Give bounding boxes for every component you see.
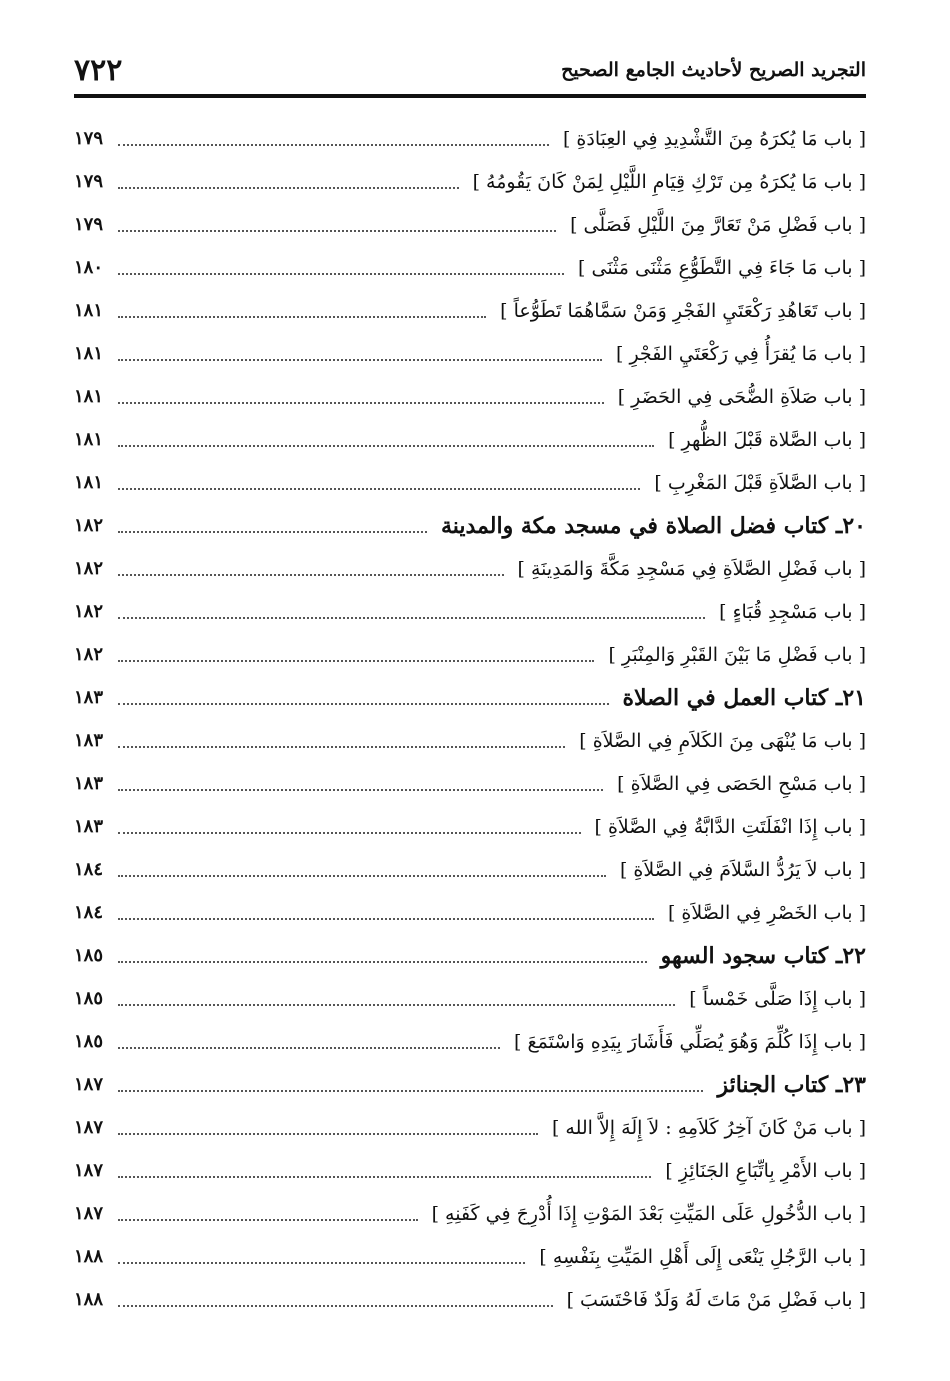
table-of-contents [74,117,866,1321]
entry-page-number: ١٧٩ [74,171,104,192]
entry-title: [ باب مَسْحِ الحَصَى فِي الصَّلاَةِ ] [617,772,866,795]
header-rule [74,94,866,98]
dot-leader [118,1004,675,1006]
dot-leader [118,789,603,791]
toc-chapter-heading [74,504,866,547]
toc-entry [74,332,866,375]
entry-title: [ باب صَلاَةِ الضُّحَى فِي الحَضَرِ ] [617,385,866,408]
entry-title: [ باب مَا يُنْهَى مِنَ الكَلاَمِ فِي الصَّلاَةِ ] [579,729,866,752]
dot-leader [118,359,602,361]
dot-leader [118,230,556,232]
dot-leader [118,961,647,963]
toc-entry [74,117,866,160]
entry-title: [ باب فَضْلِ مَا بَيْنَ القَبْرِ وَالمِنْبَرِ ] [608,643,866,666]
entry-page-number: ١٧٩ [74,214,104,235]
entry-page-number: ١٨٣ [74,730,104,751]
toc-entry [74,719,866,762]
dot-leader [118,832,581,834]
entry-title: [ باب مَا يُكرَهُ مِنَ التَّشْدِيدِ فِي العِبَادَةِ ] [562,127,866,150]
toc-entry [74,375,866,418]
entry-page-number: ١٨٠ [74,257,104,278]
entry-title: [ باب فَضْلِ الصَّلاَةِ فِي مَسْجِدِ مَكَّةَ وَالمَدِينَةِ ] [517,557,866,580]
dot-leader [118,531,427,533]
dot-leader [118,875,606,877]
dot-leader [118,1305,553,1307]
dot-leader [118,703,609,705]
entry-title: ٢٠ـ كتاب فضل الصلاة في مسجد مكة والمدينة [440,512,866,539]
entry-page-number: ١٨١ [74,343,104,364]
toc-entry [74,891,866,934]
entry-title: [ باب لاَ يَرُدُّ السَّلاَمَ فِي الصَّلاَةِ ] [619,858,866,881]
toc-entry [74,160,866,203]
dot-leader [118,660,594,662]
entry-page-number: ١٨١ [74,386,104,407]
entry-title: [ باب إِذَا كُلِّمَ وَهُوَ يُصَلِّي فَأَشَارَ بِيَدِهِ وَاسْتَمَعَ ] [514,1030,866,1053]
entry-title: [ باب مَا يُكرَهُ مِن تَرْكِ قِيَامِ اللَّيْلِ لِمَنْ كَانَ يَقُومُهُ ] [472,170,866,193]
toc-entry [74,1278,866,1321]
entry-page-number: ١٨٢ [74,601,104,622]
entry-title: [ باب مَسْجِدِ قُبَاءٍ ] [719,600,866,623]
entry-page-number: ١٨٧ [74,1074,104,1095]
entry-page-number: ١٨٨ [74,1246,104,1267]
entry-title: [ باب الخَصْرِ فِي الصَّلاَةِ ] [667,901,866,924]
toc-entry [74,1235,866,1278]
entry-page-number: ١٨٧ [74,1203,104,1224]
entry-page-number: ١٨٥ [74,945,104,966]
entry-title: [ باب تَعَاهُدِ رَكْعَتَيِ الفَجْرِ وَمَنْ سَمَّاهُمَا تَطَوُّعاً ] [500,299,866,322]
entry-page-number: ١٨٥ [74,988,104,1009]
toc-entry [74,246,866,289]
entry-page-number: ١٨٨ [74,1289,104,1310]
entry-page-number: ١٨٢ [74,515,104,536]
toc-entry [74,633,866,676]
toc-entry [74,1020,866,1063]
toc-entry [74,1149,866,1192]
entry-page-number: ١٧٩ [74,128,104,149]
toc-entry [74,762,866,805]
entry-title: [ باب الصَّلاَةِ قَبْلَ المَغْرِبِ ] [654,471,866,494]
entry-title: ٢٢ـ كتاب سجود السهو [660,942,866,969]
entry-title: [ باب الرَّجُلِ يَنْعَى إِلَى أَهْلِ المَيِّتِ بِنَفْسِهِ ] [539,1245,866,1268]
dot-leader [118,746,565,748]
toc-entry [74,1106,866,1149]
dot-leader [118,1047,500,1049]
dot-leader [118,1090,703,1092]
entry-title: [ باب مَا جَاءَ فِي التَّطَوُّعِ مَثْنَى مَثْنَى ] [578,256,866,279]
toc-chapter-heading [74,676,866,719]
toc-entry [74,289,866,332]
entry-title: [ باب إِذَا انْفَلَتَتِ الدَّابَّةُ فِي الصَّلاَةِ ] [594,815,866,838]
entry-title: [ باب الدُّخُولِ عَلَى المَيِّتِ بَعْدَ المَوْتِ إِذَا أُدْرِجَ فِي كَفَنِهِ ] [431,1202,866,1225]
entry-title: [ باب الأَمْرِ بِاتِّبَاعِ الجَنَائِزِ ] [665,1159,866,1182]
entry-page-number: ١٨٧ [74,1160,104,1181]
dot-leader [118,918,654,920]
dot-leader [118,144,549,146]
page-number: ٧٢٢ [74,52,123,88]
entry-title: ٢٣ـ كتاب الجنائز [717,1071,866,1098]
entry-title: [ باب فَضْلِ مَنْ مَاتَ لَهُ وَلَدٌ فَاحْتَسَبَ ] [566,1288,866,1311]
entry-title: [ باب مَا يُقرَأُ فِي رَكْعَتَيِ الفَجْرِ ] [616,342,866,365]
dot-leader [118,187,459,189]
toc-entry [74,848,866,891]
toc-entry [74,805,866,848]
entry-page-number: ١٨١ [74,472,104,493]
dot-leader [118,1219,418,1221]
dot-leader [118,445,654,447]
dot-leader [118,1176,651,1178]
entry-title: ٢١ـ كتاب العمل في الصلاة [622,684,866,711]
page-header [74,52,866,88]
toc-entry [74,590,866,633]
entry-page-number: ١٨١ [74,429,104,450]
entry-page-number: ١٨٤ [74,859,104,880]
entry-title: [ باب مَنْ كَانَ آخِرُ كَلاَمِهِ : لاَ إِلَهَ إِلاَّ الله ] [551,1116,866,1139]
toc-entry [74,418,866,461]
dot-leader [118,488,640,490]
entry-page-number: ١٨٤ [74,902,104,923]
dot-leader [118,574,504,576]
entry-page-number: ١٨٢ [74,644,104,665]
dot-leader [118,316,486,318]
entry-title: [ باب الصَّلاة قَبْلَ الظُّهرِ ] [668,428,866,451]
entry-page-number: ١٨٥ [74,1031,104,1052]
toc-chapter-heading [74,934,866,977]
toc-chapter-heading [74,1063,866,1106]
toc-entry [74,461,866,504]
entry-page-number: ١٨٣ [74,687,104,708]
entry-page-number: ١٨٧ [74,1117,104,1138]
entry-page-number: ١٨٢ [74,558,104,579]
entry-page-number: ١٨١ [74,300,104,321]
entry-title: [ باب فَضْلِ مَنْ تَعَارَّ مِنَ اللَّيْلِ فَصَلَّى ] [570,213,866,236]
toc-entry [74,547,866,590]
dot-leader [118,273,564,275]
entry-page-number: ١٨٣ [74,816,104,837]
entry-page-number: ١٨٣ [74,773,104,794]
toc-entry [74,1192,866,1235]
dot-leader [118,402,604,404]
dot-leader [118,1262,525,1264]
entry-title: [ باب إِذَا صَلَّى خَمْساً ] [689,987,866,1010]
dot-leader [118,1133,538,1135]
toc-entry [74,203,866,246]
toc-entry [74,977,866,1020]
dot-leader [118,617,705,619]
running-title: التجريد الصريح لأحاديث الجامع الصحيح [561,59,866,81]
